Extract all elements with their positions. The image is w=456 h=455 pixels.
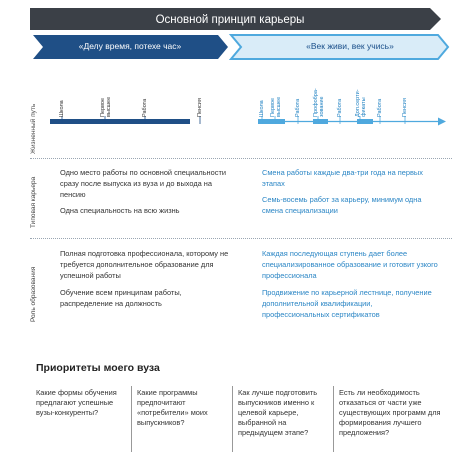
banner-title: Основной принцип карьеры: [155, 14, 305, 26]
tick-right-work-2: Работа: [337, 98, 343, 117]
question-divider-1: [131, 386, 132, 452]
tick-left-school: Школа: [59, 100, 65, 117]
timeline-arrow-right: [438, 118, 446, 126]
tick-right-pension: Пенсия: [402, 98, 408, 117]
right-header: «Век живи, век учись»: [306, 41, 394, 51]
row-label-typical-career: Типовая карьера: [30, 176, 37, 228]
tick-left-first-higher: Первое высшее: [100, 96, 112, 117]
typical-career-right-1: Смена работы каждые два-три года на первых этапах: [262, 168, 423, 188]
divider-1: [30, 158, 452, 159]
timeline-graphics: [0, 110, 456, 135]
typical-career-left-1: Одно место работы по основной специальности сразу после выпуска из вуза и до выхода на пенсию: [60, 168, 226, 199]
priority-question-3: Как лучше подготовить выпускников именно к целевой карьере, выбранной на предыдущем этапе?: [238, 388, 318, 437]
row-label-education-role: Роль образования: [30, 266, 37, 322]
tick-right-work-1: Работа: [295, 98, 301, 117]
typical-career-left-2: Одна специальность на всю жизнь: [60, 206, 180, 215]
priorities-title: Приоритеты моего вуза: [36, 362, 160, 374]
tick-left-work: Работа: [142, 98, 148, 117]
typical-career-right-2: Семь-восемь работ за карьеру, минимум одна смена специализации: [262, 195, 422, 215]
education-role-right-1: Каждая последующая ступень дает более специализированное образование и готовит узкого профессионала: [262, 249, 438, 280]
education-role-left-2: Обучение всем принципам работы, распределение на должность: [60, 288, 182, 308]
left-education-bar: [50, 119, 190, 124]
priority-question-1: Какие формы обучения предлагают успешные вузы-конкуренты?: [36, 388, 117, 417]
question-divider-3: [333, 386, 334, 452]
divider-2: [30, 238, 452, 239]
priority-question-2: Какие программы предпочитают «потребители» моих выпускников?: [137, 388, 208, 427]
education-role-left-1: Полная подготовка профессионала, которому не требуется дополнительное образование для успешной работы: [60, 249, 229, 280]
row-label-life-path: Жизненный путь: [30, 103, 37, 154]
tick-right-work-3: Работа: [377, 98, 383, 117]
tick-right-first-higher: Первое высшее: [270, 96, 282, 117]
tick-left-pension: Пенсия: [197, 98, 203, 117]
tick-right-school: Школа: [259, 100, 265, 117]
left-header: «Делу время, потехе час»: [78, 41, 182, 51]
education-role-right-2: Продвижение по карьерной лестнице, получение дополнительной квалификации, профессиональных сертификатов: [262, 288, 432, 319]
tick-right-certificates: Доп.серти-фикаты: [355, 89, 367, 117]
question-divider-2: [232, 386, 233, 452]
priority-question-4: Есть ли необходимость отказаться от части уже существующих программ для формирования лучшего предложения?: [339, 388, 441, 437]
tick-right-prof-education: Профобра-зование: [313, 88, 325, 117]
